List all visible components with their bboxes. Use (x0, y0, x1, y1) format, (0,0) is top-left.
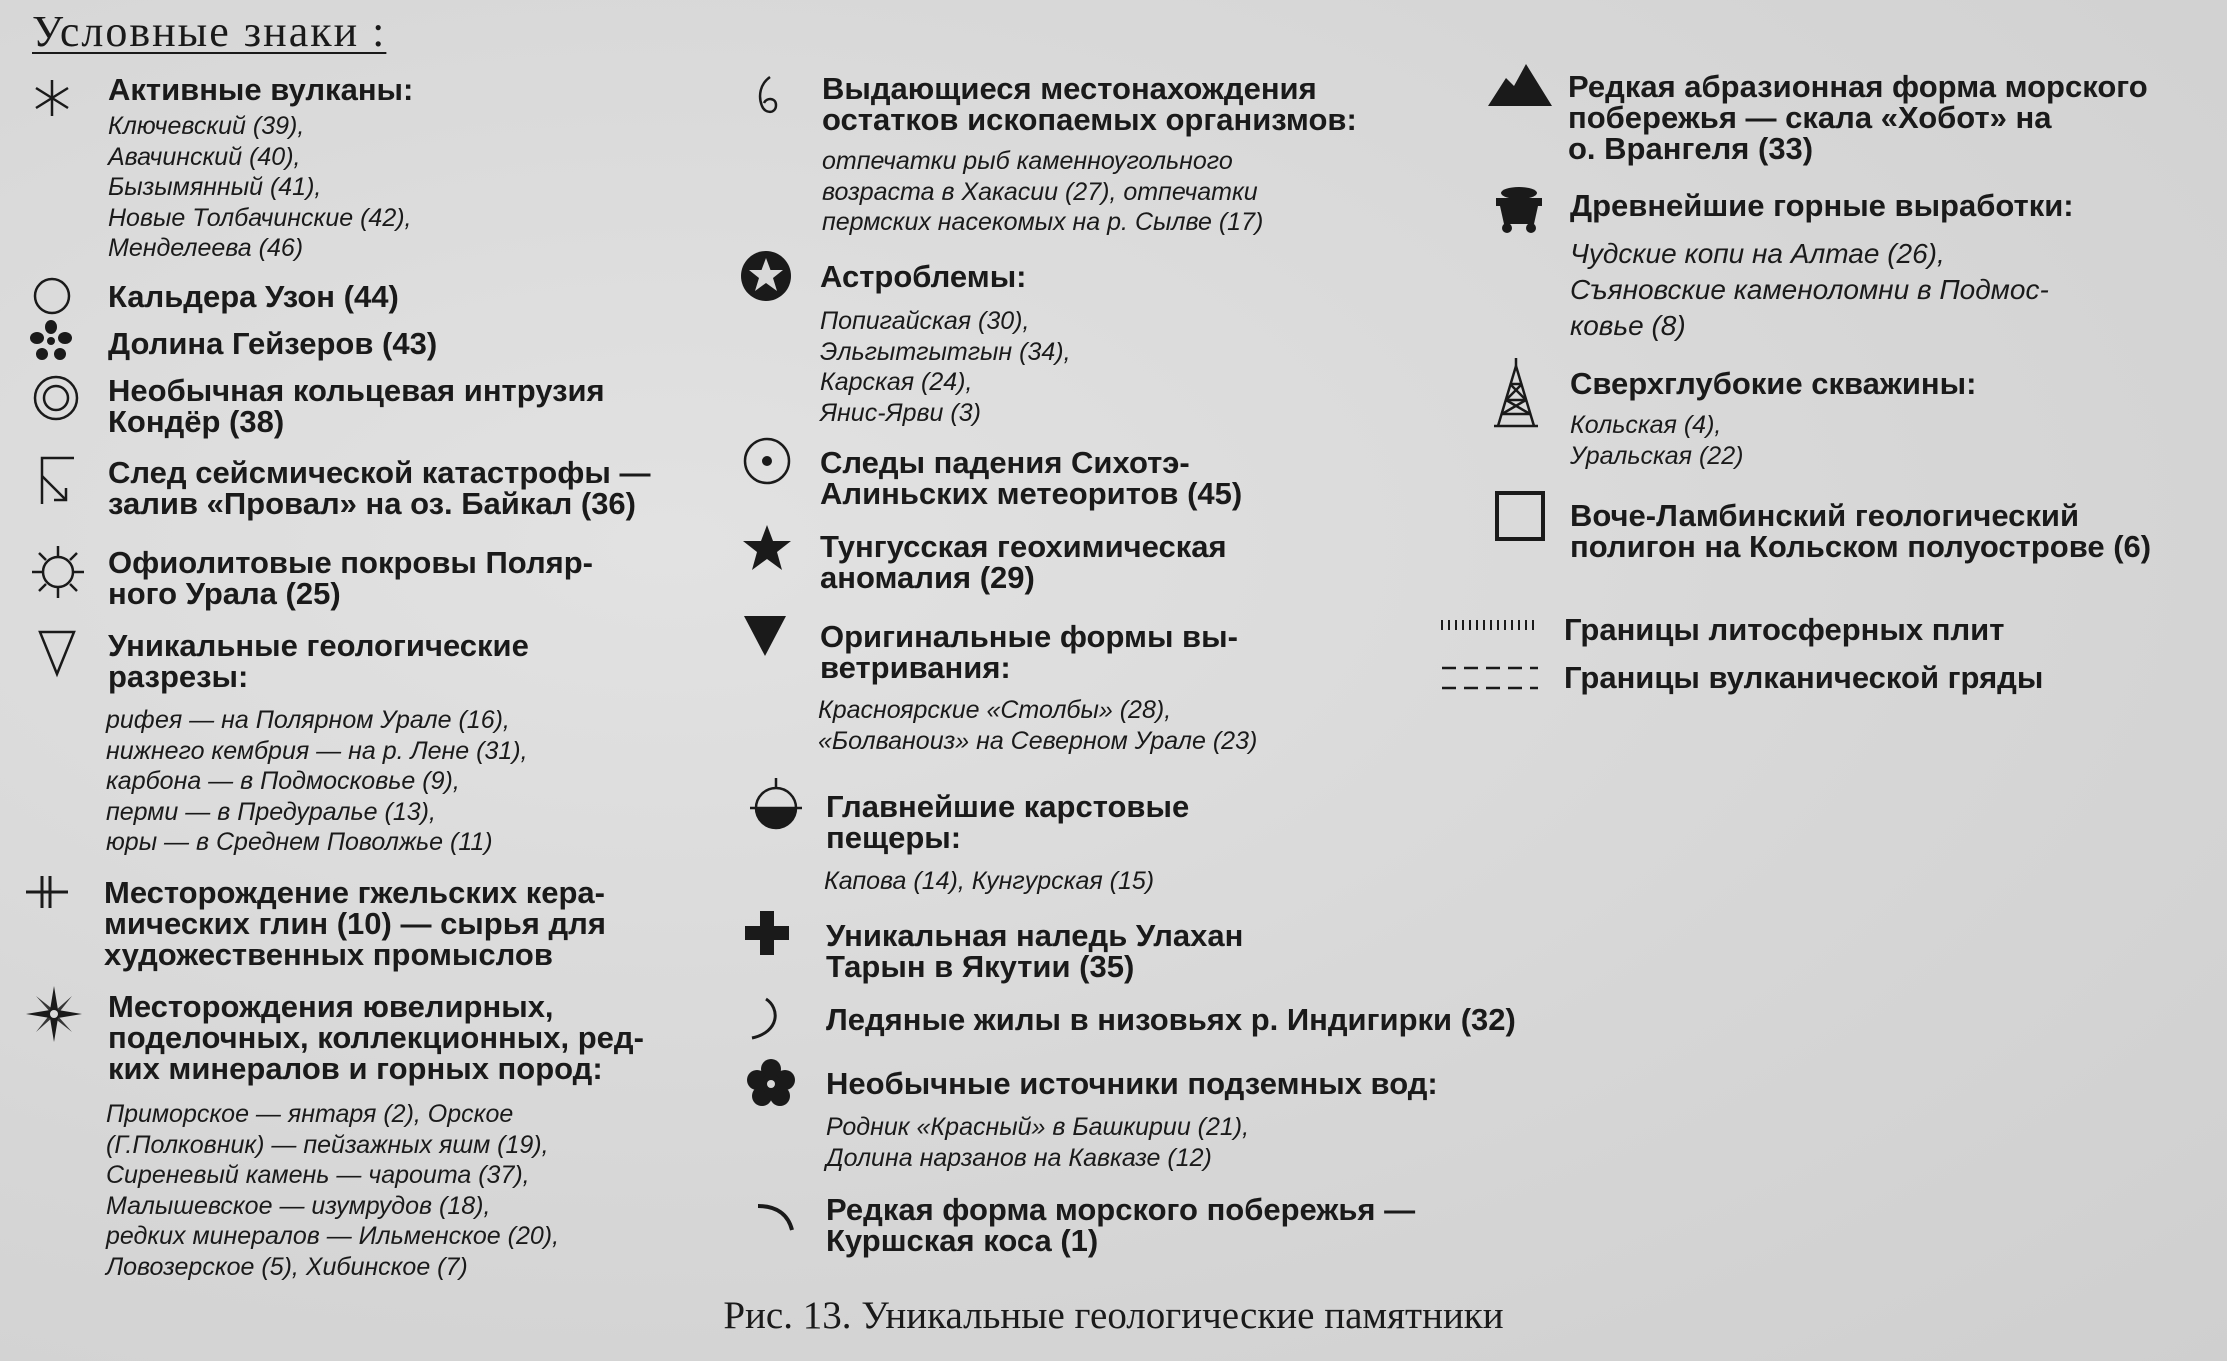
title-line: Границы литосферных плит (1564, 612, 2005, 647)
desc-line: пермских насекомых на р. Сылве (17) (822, 208, 1264, 236)
desc-line: Съяновские каменоломни в Подмос- (1570, 274, 2049, 305)
square-outline-icon (1494, 490, 1546, 542)
title-line: Ледяные жилы в низовьях р. Индигирки (32) (826, 1002, 1516, 1037)
hatched-line-icon (1440, 618, 1540, 632)
desc-line: Малышевское — изумрудов (18), (106, 1191, 491, 1220)
triangle-outline-icon (36, 628, 78, 678)
legend-title: Условные знаки : (32, 7, 387, 56)
desc-line: Сиреневый камень — чароита (37), (106, 1161, 530, 1189)
desc-line: рифея — на Полярном Урале (16), (106, 706, 510, 734)
desc-line: Новые Толбачинские (42), (108, 203, 412, 232)
desc-line: юры — в Среднем Поволжье (11) (106, 828, 493, 856)
geyser-flower-icon (28, 318, 74, 362)
title-line: поделочных, коллекционных, ред- (108, 1020, 644, 1055)
desc-line: Долина нарзанов на Кавказе (12) (826, 1143, 1212, 1172)
title-line: остатков ископаемых организмов: (822, 102, 1357, 137)
title-line: залив «Провал» на оз. Байкал (36) (108, 486, 636, 521)
title-line: Оригинальные формы вы- (820, 619, 1238, 654)
desc-line: Уральская (22) (1570, 441, 1744, 470)
title-line: Сверхглубокие скважины: (1570, 366, 1977, 401)
title-line: Границы вулканической гряды (1564, 660, 2044, 695)
title-line: Тунгусская геохимическая (820, 529, 1227, 564)
title-line: Необычная кольцевая интрузия (108, 373, 605, 408)
title-line: Воче-Ламбинский геологический (1570, 498, 2080, 533)
title-line: разрезы: (108, 659, 249, 694)
title-line: Активные вулканы: (108, 72, 414, 107)
title-line: Необычные источники подземных вод: (826, 1066, 1438, 1101)
title-line: Кондёр (38) (108, 404, 285, 439)
desc-line: Чудские копи на Алтае (26), (1570, 238, 1945, 269)
title-line: аномалия (29) (820, 560, 1035, 595)
desc-line: Ключевский (39), (108, 112, 305, 140)
title-line: побережья — скала «Хобот» на (1568, 100, 2052, 135)
fossil-hook-icon (752, 74, 782, 120)
title-line: ких минералов и горных пород: (108, 1051, 603, 1086)
title-line: Древнейшие горные выработки: (1570, 188, 2074, 223)
desc-line: карбона — в Подмосковье (9), (106, 767, 460, 795)
cave-semicircle-icon (746, 776, 806, 832)
title-line: Тарын в Якутии (35) (826, 949, 1135, 984)
desc-line: редких минералов — Ильменское (20), (106, 1222, 560, 1250)
compass-star-icon (26, 986, 82, 1042)
filled-star-icon (742, 524, 792, 572)
figure-caption: Рис. 13. Уникальные геологические памятники (723, 1294, 1504, 1337)
title-line: полигон на Кольском полуострове (6) (1570, 529, 2152, 564)
title-line: Месторождение гжельских кера- (104, 875, 605, 910)
desc-line: Родник «Красный» в Башкирии (21), (826, 1113, 1250, 1141)
mine-cart-icon (1494, 186, 1544, 234)
title-line: Долина Гейзеров (43) (108, 326, 438, 361)
mountain-icon (1488, 62, 1552, 108)
title-line: Астроблемы: (820, 259, 1027, 294)
desc-line: Кольская (4), (1570, 411, 1722, 439)
title-line: Редкая абразионная форма морского (1568, 69, 2148, 104)
double-cross-icon (24, 872, 70, 912)
seismic-arrow-icon (36, 454, 80, 506)
desc-line: нижнего кембрия — на р. Лене (31), (106, 736, 528, 765)
filled-cross-icon (744, 910, 790, 956)
title-line: ветривания: (820, 650, 1011, 685)
desc-line: Попигайская (30), (820, 307, 1030, 335)
desc-line: Бызымянный (41), (108, 173, 322, 201)
caldera-circle-icon (32, 276, 72, 316)
desc-line: Ловозерское (5), Хибинское (7) (106, 1252, 468, 1281)
desc-line: Менделеева (46) (108, 234, 304, 262)
desc-line: «Болваноиз» на Северном Урале (23) (818, 726, 1258, 755)
desc-line: Янис-Ярви (3) (820, 398, 981, 427)
desc-line: Приморское — янтаря (2), Орское (106, 1100, 514, 1128)
title-line: пещеры: (826, 820, 962, 855)
title-line: След сейсмической катастрофы — (108, 455, 651, 490)
title-line: ного Урала (25) (108, 576, 341, 611)
desc-line: (Г.Полковник) — пейзажных яшм (19), (106, 1130, 549, 1159)
desc-line: перми — в Предуралье (13), (106, 797, 436, 826)
desc-line: возраста в Хакасии (27), отпечатки (822, 177, 1258, 206)
title-line: Уникальная наледь Улахан (826, 918, 1244, 953)
spit-arc-icon (756, 1198, 798, 1234)
title-line: Офиолитовые покровы Поляр- (108, 545, 593, 580)
title-line: мических глин (10) — сырья для (104, 906, 606, 941)
title-line: Выдающиеся местонахождения (822, 71, 1317, 106)
desc-line: отпечатки рыб каменноугольного (822, 147, 1233, 175)
title-line: художественных промыслов (104, 937, 553, 972)
desc-line: ковье (8) (1570, 310, 1686, 341)
title-line: Кальдера Узон (44) (108, 279, 399, 314)
title-line: Следы падения Сихотэ- (820, 445, 1190, 480)
dot-circle-icon (742, 436, 792, 486)
title-line: Уникальные геологические (108, 628, 529, 663)
crescent-icon (744, 996, 786, 1042)
title-line: Месторождения ювелирных, (108, 989, 554, 1024)
desc-line: Авачинский (40), (108, 142, 301, 171)
drilling-rig-icon (1494, 356, 1538, 428)
title-line: о. Врангеля (33) (1568, 131, 1814, 166)
ring-intrusion-icon (32, 374, 80, 422)
title-line: Главнейшие карстовые (826, 789, 1190, 824)
title-line: Алиньских метеоритов (45) (820, 476, 1243, 511)
volcano-asterisk-icon (30, 76, 74, 120)
title-line: Куршская коса (1) (826, 1223, 1099, 1258)
dashed-line-icon (1440, 664, 1540, 692)
ophiolite-sun-icon (30, 544, 86, 600)
desc-line: Красноярские «Столбы» (28), (818, 696, 1172, 724)
spring-flower-icon (746, 1058, 796, 1108)
desc-line: Карская (24), (820, 368, 973, 396)
desc-line: Эльгытгытгын (34), (820, 337, 1071, 366)
desc-line: Капова (14), Кунгурская (15) (824, 867, 1155, 895)
star-in-circle-icon (740, 250, 792, 302)
filled-triangle-icon (742, 614, 788, 658)
title-line: Редкая форма морского побережья — (826, 1192, 1416, 1227)
